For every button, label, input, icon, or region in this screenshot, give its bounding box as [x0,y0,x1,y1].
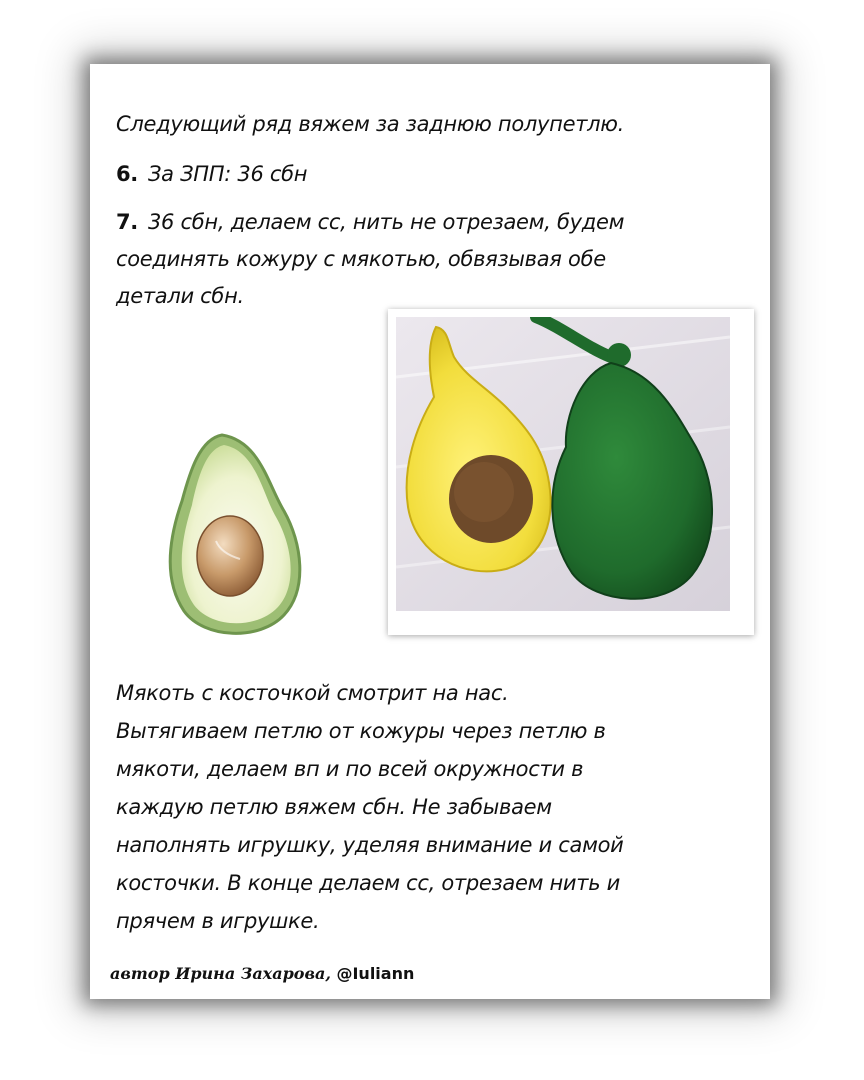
avocado-illustration [160,431,310,641]
step-7-number: 7. [116,210,138,234]
paragraph-line-7: прячем в игрушке. [116,909,320,933]
paragraph-line-3: мякоти, делаем вп и по всей окружности в [116,757,584,781]
crochet-avocado-photo [388,309,754,635]
paragraph-line-5: наполнять игрушку, уделяя внимание и самой [116,833,624,857]
instructions-paragraph [116,674,746,940]
step-7 [116,204,746,315]
paragraph-line-2: Вытягиваем петлю от кожуры через петлю в [116,719,606,743]
author-handle: @Iuliann [336,964,415,983]
step-7-line-2: соединять кожуру с мякотью, обвязывая обе [116,247,606,271]
paragraph-line-1: Мякоть с косточкой смотрит на нас. [116,681,509,705]
author-credit [110,964,414,983]
author-name: автор Ирина Захарова, [110,964,331,983]
paragraph-line-4: каждую петлю вяжем сбн. Не забываем [116,795,552,819]
intro-text: Следующий ряд вяжем за заднюю полупетлю. [116,112,625,136]
step-6-text: За ЗПП: 36 сбн [148,162,308,186]
pattern-page [90,64,770,999]
paragraph-line-6: косточки. В конце делаем сс, отрезаем нить и [116,871,621,895]
step-6 [116,156,746,193]
step-7-line-3: детали сбн. [116,284,244,308]
step-7-line-1: 36 сбн, делаем сс, нить не отрезаем, будем [148,210,625,234]
step-6-number: 6. [116,162,138,186]
